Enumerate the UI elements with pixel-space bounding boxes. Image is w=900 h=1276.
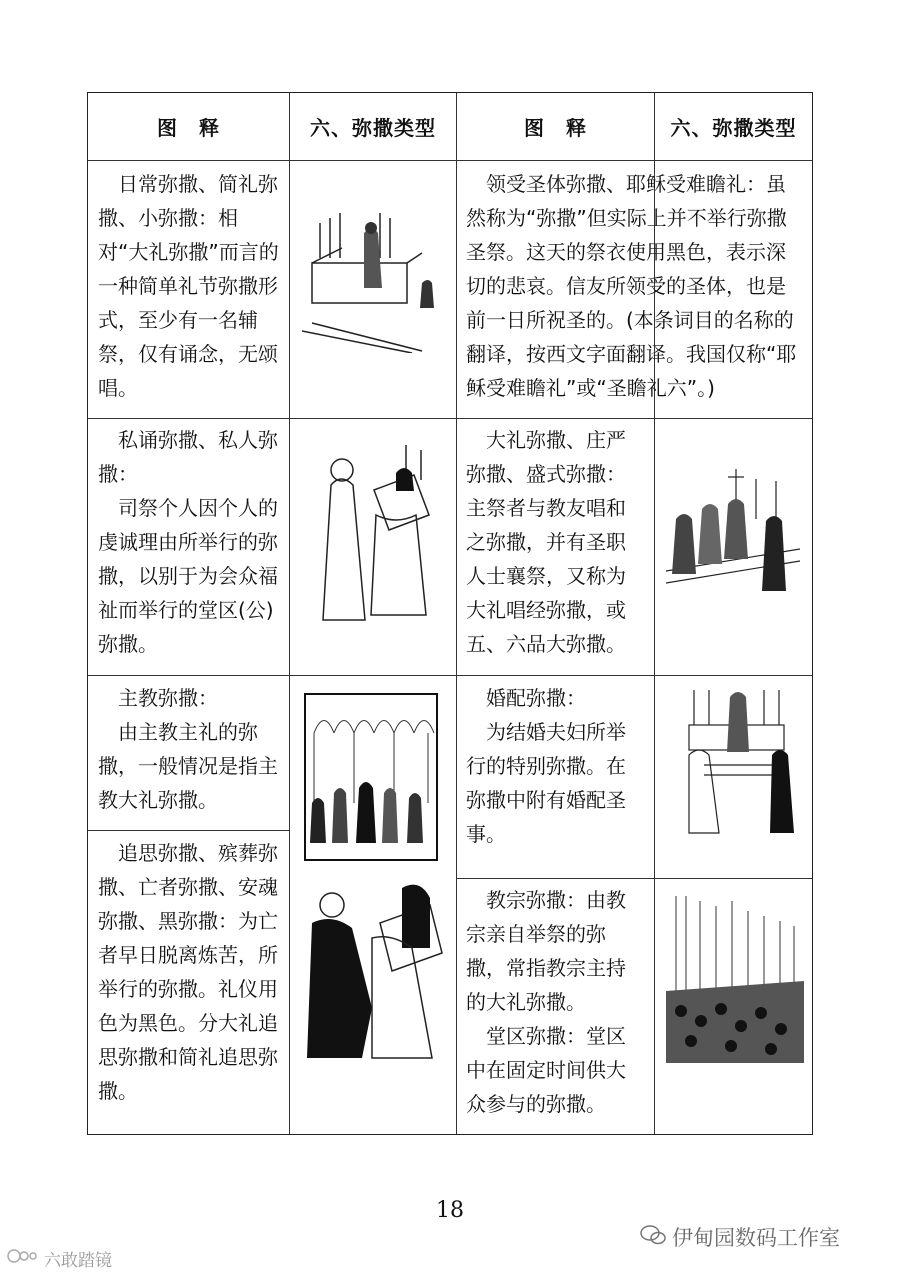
entry-text: 大礼弥撒、庄严弥撒、盛式弥撒：主祭者与教友唱和之弥撒，并有圣职人士襄祭，又称为大礼唱经弥撒，或五、六品大弥撒。 — [466, 428, 626, 656]
illustration-nuptial-mass — [684, 685, 802, 835]
entry-nuptial-mass — [456, 681, 654, 851]
watermark-text: 伊甸园数码工作室 — [672, 1226, 840, 1250]
entry-title: 婚配弥撒： — [486, 686, 586, 710]
watermark-left — [6, 1246, 112, 1271]
wechat-icon — [640, 1224, 666, 1251]
watermark-text: 六敢踏镜 — [44, 1251, 112, 1271]
logo-icon — [6, 1247, 40, 1270]
entry-bishop-mass — [88, 681, 289, 817]
row-divider — [88, 675, 812, 676]
entry-text: 日常弥撒、简礼弥撒、小弥撒：相对“大礼弥撒”而言的一种简单礼节弥撒形式，至少有一名辅祭，仅有诵念，无颂唱。 — [98, 172, 279, 400]
illustration-low-mass — [302, 203, 442, 353]
entry-title: 主教弥撒： — [118, 686, 218, 710]
row-divider — [88, 160, 812, 161]
illustration-solemn-mass — [666, 459, 800, 599]
entry-text: 教宗弥撒：由教宗亲自举祭的弥撒，常指教宗主持的大礼弥撒。 — [466, 888, 626, 1014]
entry-low-mass — [88, 167, 289, 405]
illustration-requiem-mass — [302, 883, 444, 1063]
entry-private-mass — [88, 423, 289, 661]
entry-text: 堂区弥撒：堂区中在固定时间供大众参与的弥撒。 — [466, 1024, 626, 1116]
entry-text: 领受圣体弥撒、耶稣受难瞻礼：虽然称为“弥撒”但实际上并不举行弥撒圣祭。这天的祭衣使用黑色，表示深切的悲哀。信友所领受的圣体，也是前一日所祝圣的。(本条词目的名称的翻译，按西文字面翻译。我国仅称“耶稣受难瞻礼”或“圣瞻礼六”。) — [466, 172, 797, 400]
entry-text: 追思弥撒、殡葬弥撒、亡者弥撒、安魂弥撒、黑弥撒：为亡者早日脱离炼苦，所举行的弥撒。礼仪用色为黑色。分大礼追思弥撒和简礼追思弥撒。 — [98, 841, 278, 1103]
row-divider — [456, 878, 812, 879]
row-divider — [88, 418, 812, 419]
row-divider — [88, 830, 289, 831]
mass-types-table — [87, 92, 813, 1135]
entry-communion-mass — [456, 167, 812, 405]
header-caption: 图 释 — [157, 116, 220, 140]
header-caption: 图 释 — [524, 116, 587, 140]
entry-text: 由主教主礼的弥撒，一般情况是指主教大礼弥撒。 — [98, 720, 278, 812]
header-mass-types: 六、弥撒类型 — [670, 116, 797, 140]
entry-solemn-mass — [456, 423, 654, 661]
entry-papal-mass — [456, 883, 654, 1121]
entry-requiem-mass — [88, 836, 289, 1108]
illustration-papal-mass — [666, 891, 804, 1063]
illustration-bishop-mass — [304, 693, 438, 861]
entry-title: 私诵弥撒、私人弥撒： — [98, 428, 278, 486]
watermark-right — [640, 1222, 840, 1252]
entry-text: 为结婚夫妇所举行的特别弥撒。在弥撒中附有婚配圣事。 — [466, 720, 626, 846]
column-divider — [289, 93, 290, 1134]
header-mass-types: 六、弥撒类型 — [310, 116, 436, 140]
illustration-private-mass — [316, 445, 434, 627]
page-number: 18 — [436, 1198, 464, 1223]
entry-text: 司祭个人因个人的虔诚理由所举行的弥撒，以别于为会众福祉而举行的堂区(公)弥撒。 — [98, 496, 278, 656]
